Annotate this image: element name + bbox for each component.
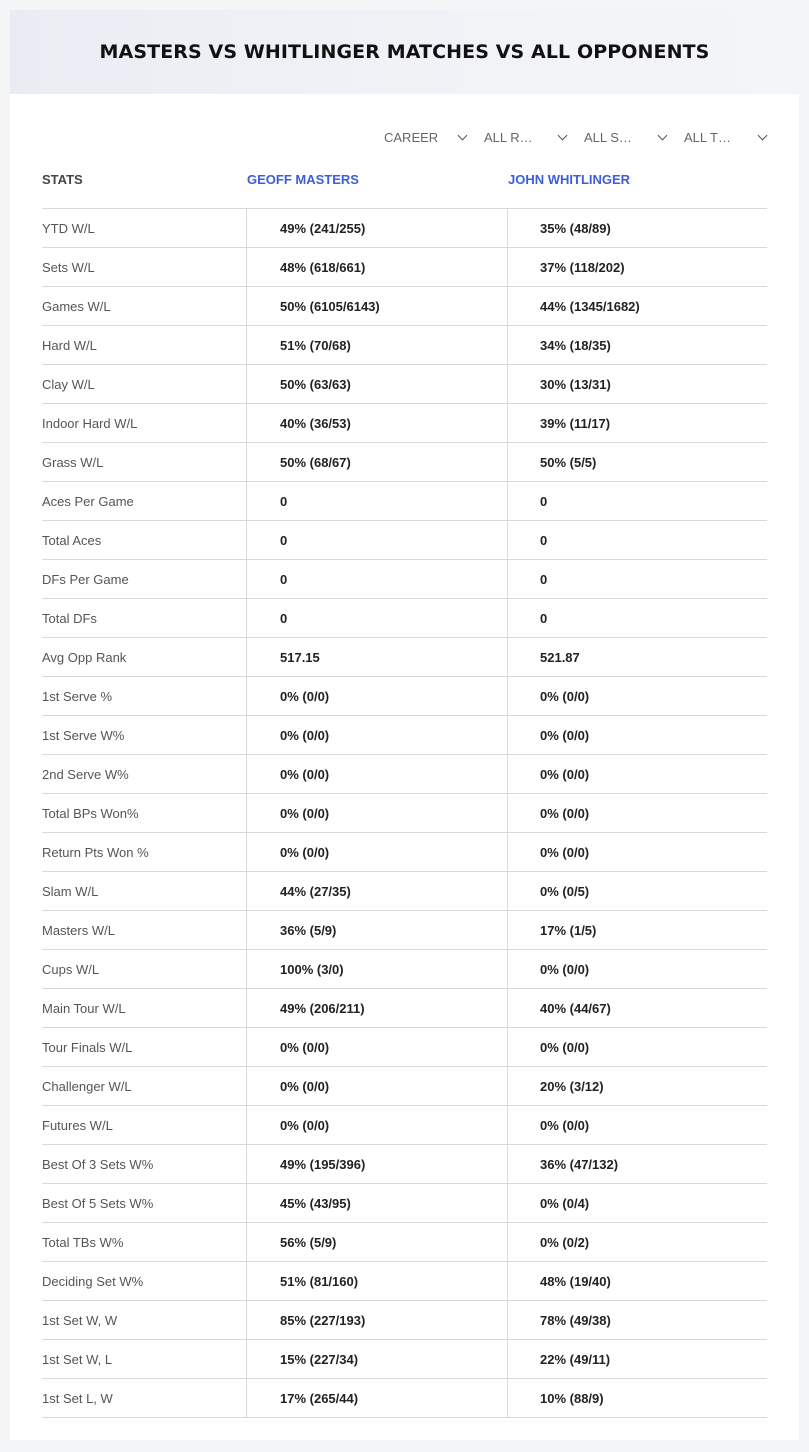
table-row xyxy=(42,833,767,872)
player1-stat-value: 40% (36/53) xyxy=(246,404,507,442)
table-row xyxy=(42,1184,767,1223)
player2-stat-value: 521.87 xyxy=(507,638,767,676)
table-row xyxy=(42,638,767,677)
table-row xyxy=(42,1145,767,1184)
player2-stat-value: 48% (19/40) xyxy=(507,1262,767,1300)
filter-tournament-label: ALL T… xyxy=(684,129,731,145)
card-header xyxy=(10,10,799,94)
stat-label: Masters W/L xyxy=(42,922,115,938)
stat-label: Best Of 3 Sets W% xyxy=(42,1156,154,1172)
filter-period-select[interactable] xyxy=(384,126,484,148)
player1-stat-value: 0% (0/0) xyxy=(246,1106,507,1144)
page-title: MASTERS VS WHITLINGER MATCHES VS ALL OPPONENTS xyxy=(99,41,710,63)
player2-stat-value: 0% (0/0) xyxy=(507,755,767,793)
player2-stat-value: 50% (5/5) xyxy=(507,443,767,481)
player2-stat-value: 0% (0/5) xyxy=(507,872,767,910)
stat-label: 2nd Serve W% xyxy=(42,766,129,782)
table-row xyxy=(42,872,767,911)
player2-stat-value: 36% (47/132) xyxy=(507,1145,767,1183)
filter-tournament-select[interactable] xyxy=(684,126,784,148)
player2-stat-value: 0 xyxy=(507,599,767,637)
player1-stat-value: 0% (0/0) xyxy=(246,833,507,871)
chevron-down-icon xyxy=(458,130,468,140)
player1-stat-value: 51% (81/160) xyxy=(246,1262,507,1300)
table-row xyxy=(42,599,767,638)
player2-stat-value: 0% (0/0) xyxy=(507,716,767,754)
stat-label: Total DFs xyxy=(42,610,97,626)
stat-label: Indoor Hard W/L xyxy=(42,415,138,431)
stat-label: Sets W/L xyxy=(42,259,95,275)
player1-stat-value: 49% (206/211) xyxy=(246,989,507,1027)
player2-stat-value: 39% (11/17) xyxy=(507,404,767,442)
filter-bar xyxy=(384,126,784,148)
table-row xyxy=(42,677,767,716)
player2-stat-value: 22% (49/11) xyxy=(507,1340,767,1378)
player2-stat-value: 0% (0/4) xyxy=(507,1184,767,1222)
chevron-down-icon xyxy=(658,130,668,140)
chevron-down-icon xyxy=(558,130,568,140)
table-row xyxy=(42,326,767,365)
stat-label: Games W/L xyxy=(42,298,111,314)
table-row xyxy=(42,716,767,755)
stat-label: Best Of 5 Sets W% xyxy=(42,1195,154,1211)
player1-stat-value: 17% (265/44) xyxy=(246,1379,507,1417)
stat-label: Avg Opp Rank xyxy=(42,649,127,665)
table-row xyxy=(42,287,767,326)
stat-label: 1st Set L, W xyxy=(42,1390,113,1406)
stats-table xyxy=(42,208,767,1418)
player2-stat-value: 0% (0/0) xyxy=(507,950,767,988)
stat-label: 1st Set W, W xyxy=(42,1312,118,1328)
stat-label: Total TBs W% xyxy=(42,1234,124,1250)
player1-stat-value: 49% (195/396) xyxy=(246,1145,507,1183)
player1-stat-value: 50% (63/63) xyxy=(246,365,507,403)
stat-label: Hard W/L xyxy=(42,337,97,353)
player2-stat-value: 0 xyxy=(507,560,767,598)
stat-label: Total BPs Won% xyxy=(42,805,139,821)
player2-stat-value: 0 xyxy=(507,482,767,520)
table-row xyxy=(42,950,767,989)
stat-label: Aces Per Game xyxy=(42,493,134,509)
stat-label: Clay W/L xyxy=(42,376,95,392)
player2-stat-value: 44% (1345/1682) xyxy=(507,287,767,325)
player1-stat-value: 0% (0/0) xyxy=(246,1028,507,1066)
table-row xyxy=(42,248,767,287)
stats-card xyxy=(10,10,799,1440)
player1-stat-value: 0 xyxy=(246,599,507,637)
player2-stat-value: 37% (118/202) xyxy=(507,248,767,286)
player1-stat-value: 50% (68/67) xyxy=(246,443,507,481)
player1-stat-value: 45% (43/95) xyxy=(246,1184,507,1222)
player1-stat-value: 36% (5/9) xyxy=(246,911,507,949)
player2-stat-value: 34% (18/35) xyxy=(507,326,767,364)
stat-label: 1st Set W, L xyxy=(42,1351,113,1367)
table-row xyxy=(42,1067,767,1106)
player2-stat-value: 0% (0/2) xyxy=(507,1223,767,1261)
player2-stat-value: 30% (13/31) xyxy=(507,365,767,403)
filter-round-select[interactable] xyxy=(484,126,584,148)
player1-stat-value: 49% (241/255) xyxy=(246,209,507,247)
stat-label: 1st Serve W% xyxy=(42,727,125,743)
table-row xyxy=(42,521,767,560)
player2-stat-value: 78% (49/38) xyxy=(507,1301,767,1339)
player2-stat-value: 0 xyxy=(507,521,767,559)
player1-stat-value: 0 xyxy=(246,482,507,520)
table-header xyxy=(42,169,767,191)
stat-label: DFs Per Game xyxy=(42,571,129,587)
table-row xyxy=(42,1223,767,1262)
table-row xyxy=(42,365,767,404)
player2-link[interactable]: JOHN WHITLINGER xyxy=(508,172,631,187)
player1-stat-value: 0 xyxy=(246,521,507,559)
filter-surface-label: ALL S… xyxy=(584,129,632,145)
table-row xyxy=(42,443,767,482)
stat-label: Main Tour W/L xyxy=(42,1000,126,1016)
table-row xyxy=(42,1340,767,1379)
table-row xyxy=(42,404,767,443)
stat-label: Deciding Set W% xyxy=(42,1273,144,1289)
player1-stat-value: 44% (27/35) xyxy=(246,872,507,910)
stat-label: Challenger W/L xyxy=(42,1078,132,1094)
table-row xyxy=(42,755,767,794)
stat-label: Tour Finals W/L xyxy=(42,1039,133,1055)
player2-stat-value: 0% (0/0) xyxy=(507,794,767,832)
player2-stat-value: 0% (0/0) xyxy=(507,833,767,871)
table-row xyxy=(42,1106,767,1145)
player1-stat-value: 0% (0/0) xyxy=(246,716,507,754)
player1-stat-value: 100% (3/0) xyxy=(246,950,507,988)
player2-stat-value: 17% (1/5) xyxy=(507,911,767,949)
filter-round-label: ALL R… xyxy=(484,129,533,145)
table-row xyxy=(42,911,767,950)
player2-stat-value: 0% (0/0) xyxy=(507,1106,767,1144)
player1-stat-value: 15% (227/34) xyxy=(246,1340,507,1378)
player1-stat-value: 85% (227/193) xyxy=(246,1301,507,1339)
table-row xyxy=(42,794,767,833)
player1-stat-value: 517.15 xyxy=(246,638,507,676)
table-row xyxy=(42,482,767,521)
chevron-down-icon xyxy=(758,130,768,140)
filter-period-label: CAREER xyxy=(384,129,439,145)
player1-stat-value: 0% (0/0) xyxy=(246,1067,507,1105)
table-row xyxy=(42,209,767,248)
player2-stat-value: 0% (0/0) xyxy=(507,1028,767,1066)
stat-label: 1st Serve % xyxy=(42,688,113,704)
player1-stat-value: 0 xyxy=(246,560,507,598)
stat-label: Futures W/L xyxy=(42,1117,113,1133)
table-row xyxy=(42,1301,767,1340)
stat-label: Total Aces xyxy=(42,532,102,548)
table-row xyxy=(42,1379,767,1418)
table-row xyxy=(42,1028,767,1067)
stat-label: Slam W/L xyxy=(42,883,99,899)
player1-stat-value: 0% (0/0) xyxy=(246,755,507,793)
stat-label: Cups W/L xyxy=(42,961,100,977)
player2-stat-value: 0% (0/0) xyxy=(507,677,767,715)
player2-stat-value: 40% (44/67) xyxy=(507,989,767,1027)
table-row xyxy=(42,989,767,1028)
stat-label: Return Pts Won % xyxy=(42,844,149,860)
player1-stat-value: 0% (0/0) xyxy=(246,794,507,832)
filter-surface-select[interactable] xyxy=(584,126,684,148)
player1-stat-value: 56% (5/9) xyxy=(246,1223,507,1261)
stat-label: Grass W/L xyxy=(42,454,104,470)
stats-column-header: STATS xyxy=(42,172,83,187)
player1-stat-value: 48% (618/661) xyxy=(246,248,507,286)
player1-stat-value: 0% (0/0) xyxy=(246,677,507,715)
stat-label: YTD W/L xyxy=(42,220,95,236)
player2-stat-value: 10% (88/9) xyxy=(507,1379,767,1417)
table-row xyxy=(42,1262,767,1301)
player1-stat-value: 50% (6105/6143) xyxy=(246,287,507,325)
player1-link[interactable]: GEOFF MASTERS xyxy=(247,172,359,187)
player1-stat-value: 51% (70/68) xyxy=(246,326,507,364)
player2-stat-value: 20% (3/12) xyxy=(507,1067,767,1105)
player2-stat-value: 35% (48/89) xyxy=(507,209,767,247)
table-row xyxy=(42,560,767,599)
